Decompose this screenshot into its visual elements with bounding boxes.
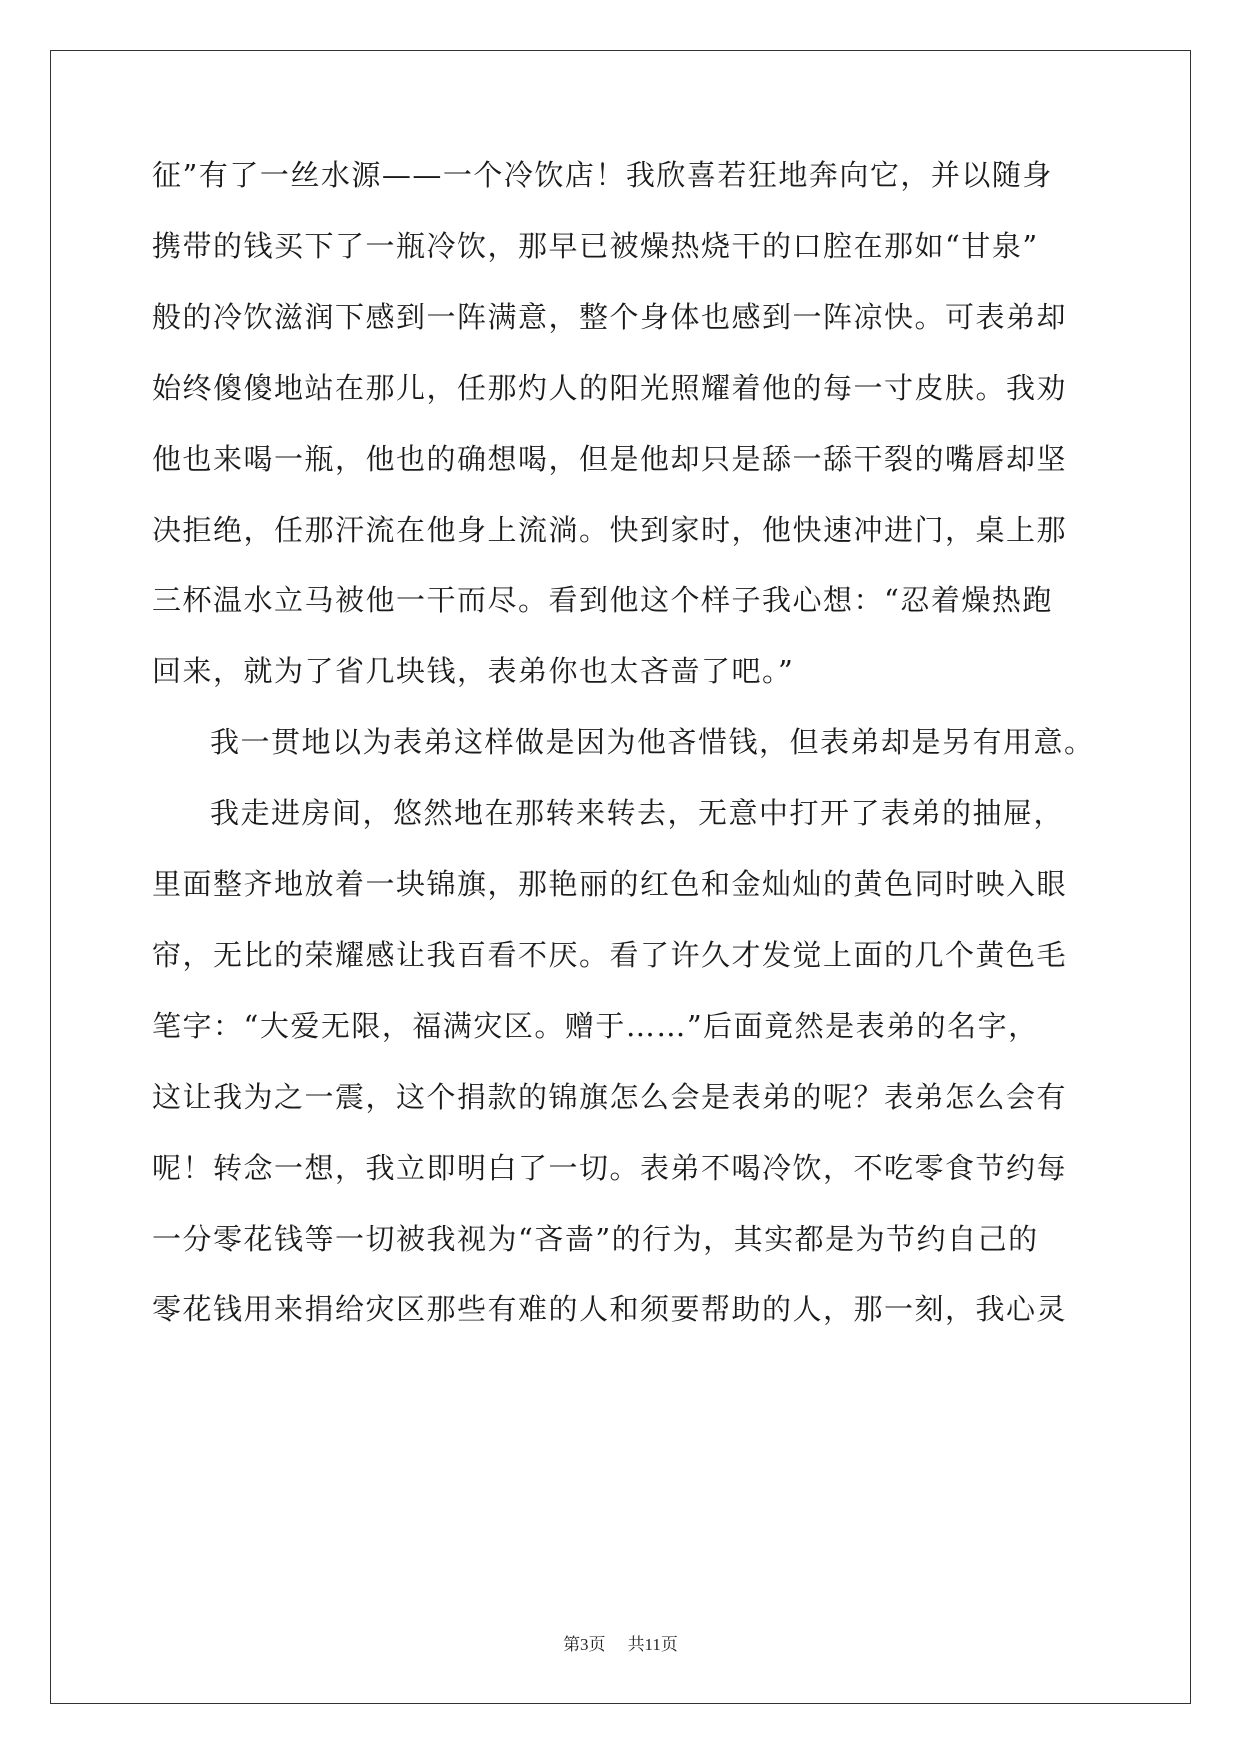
text-line: 征”有了一丝水源——一个冷饮店！我欣喜若狂地奔向它，并以随身 (152, 158, 1053, 192)
text-line: 决拒绝，任那汗流在他身上流淌。快到家时，他快速冲进门，桌上那 (152, 512, 1068, 547)
text-line: 始终傻傻地站在那儿，任那灼人的阳光照耀着他的每一寸皮肤。我劝 (152, 370, 1068, 405)
page-footer (0, 1630, 1241, 1655)
page-total: 共11页 (627, 1635, 678, 1654)
text-line: 回来，就为了省几块钱，表弟你也太吝啬了吧。” (152, 654, 795, 689)
text-line: 我走进房间，悠然地在那转来转去，无意中打开了表弟的抽屉， (210, 796, 1065, 831)
text-line: 一分零花钱等一切被我视为“吝啬”的行为，其实都是为节约自己的 (152, 1221, 1039, 1256)
text-line: 笔字：“大爱无限，福满灾区。赠于……”后面竟然是表弟的名字， (152, 1008, 1039, 1043)
text-line: 这让我为之一震，这个捐款的锦旗怎么会是表弟的呢？表弟怎么会有 (152, 1079, 1068, 1114)
text-line: 帘，无比的荣耀感让我百看不厌。看了许久才发觉上面的几个黄色毛 (152, 937, 1068, 972)
text-line: 里面整齐地放着一块锦旗，那艳丽的红色和金灿灿的黄色同时映入眼 (152, 867, 1068, 901)
text-line: 零花钱用来捐给灾区那些有难的人和须要帮助的人，那一刻，我心灵 (152, 1292, 1068, 1327)
text-line: 携带的钱买下了一瓶冷饮，那早已被燥热烧干的口腔在那如“甘泉” (152, 228, 1039, 263)
text-line: 般的冷饮滋润下感到一阵满意，整个身体也感到一阵凉快。可表弟却 (152, 299, 1068, 334)
text-line: 他也来喝一瓶，他也的确想喝，但是他却只是舔一舔干裂的嘴唇却坚 (152, 441, 1068, 476)
text-line: 三杯温水立马被他一干而尽。看到他这个样子我心想：“忍着燥热跑 (152, 583, 1053, 618)
page-number: 第3页 (563, 1635, 606, 1654)
text-line: 我一贯地以为表弟这样做是因为他吝惜钱，但表弟却是另有用意。 (210, 725, 1095, 760)
text-line: 呢！转念一想，我立即明白了一切。表弟不喝冷饮，不吃零食节约每 (152, 1150, 1068, 1185)
